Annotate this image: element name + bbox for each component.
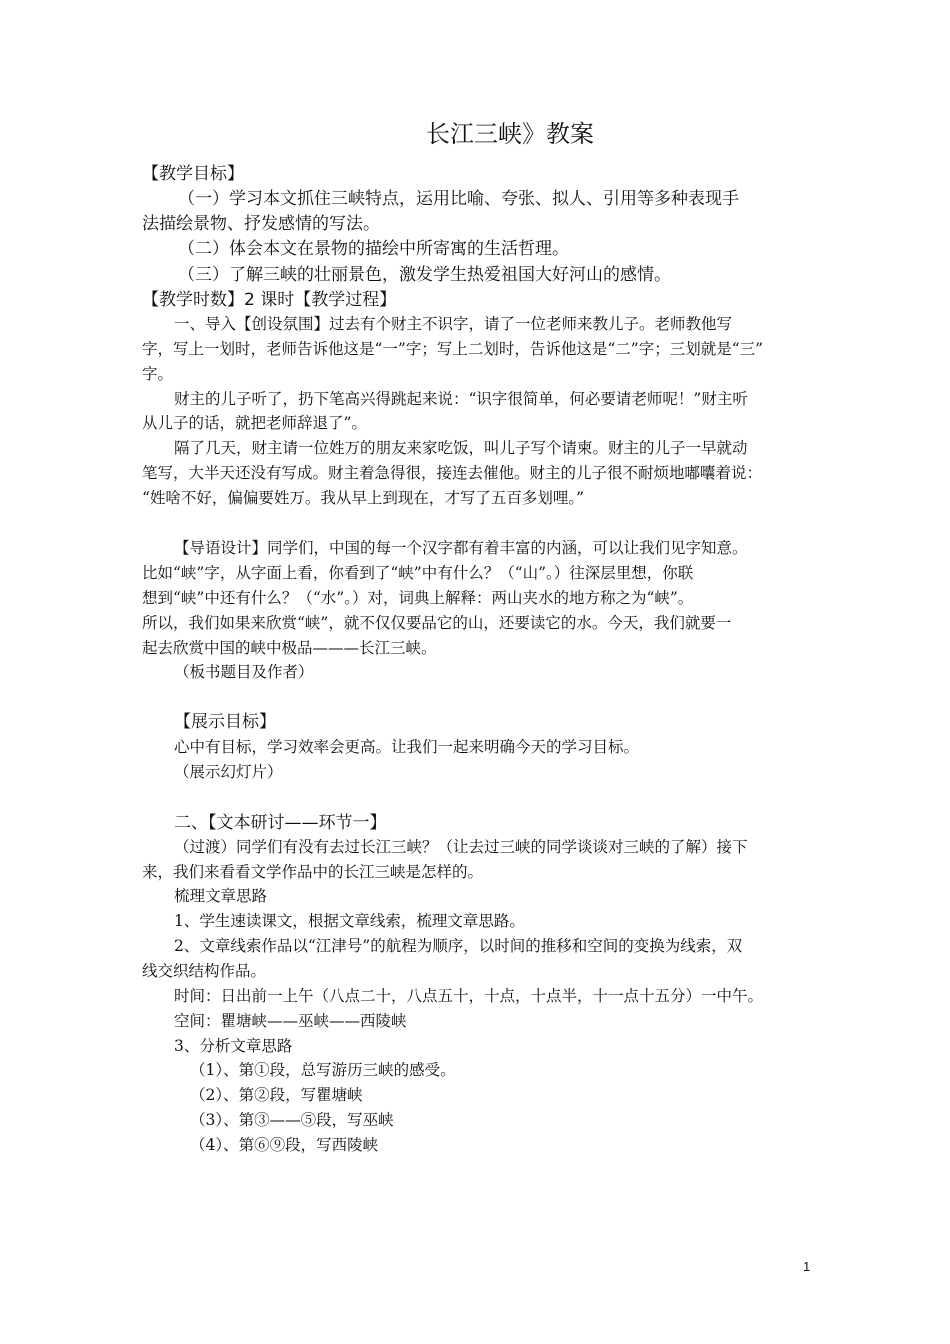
paragraph-line: （板书题目及作者） [174,663,314,681]
paragraph-line: 字，写上一划时，老师告诉他这是“一”字；写上二划时，告诉他这是“二”字；三划就是“三” [142,340,764,358]
paragraph-line: 时间：日出前一上午（八点二十，八点五十，十点，十点半，十一点十五分）一中午。 [174,987,764,1005]
paragraph-line: 一、导入【创设氛围】过去有个财主不识字，请了一位老师来教儿子。老师教他写 [174,315,733,333]
objective-1-cont: 法描绘景物、抒发感情的写法。 [142,214,380,234]
paragraph-line: （展示幻灯片） [174,763,283,781]
paragraph-line: “姓啥不好，偏偏要姓万。我从早上到现在，才写了五百多划哩。” [142,489,585,507]
list-item: 3、分析文章思路 [174,1037,293,1055]
section-heading-text-study: 二、【文本研讨——环节一】 [174,813,387,833]
list-item: （3）、第③——⑤段，写巫峡 [190,1111,394,1129]
objective-3: （三）了解三峡的壮丽景色，激发学生热爱祖国大好河山的感情。 [178,265,671,285]
paragraph-line: 财主的儿子听了，扔下笔高兴得跳起来说：“识字很简单，何必要请老师呢！”财主听 [174,390,748,408]
list-item: 2、文章线索作品以“江津号”的航程为顺序，以时间的推移和空间的变换为线索，双 [174,937,743,955]
paragraph-line: 线交织结构作品。 [142,962,267,980]
list-item: （2）、第②段，写瞿塘峡 [190,1086,363,1104]
paragraph-line: 字。 [142,365,174,383]
paragraph-line: 空间：瞿塘峡——巫峡——西陵峡 [174,1012,407,1030]
paragraph-line: 来，我们来看看文学作品中的长江三峡是怎样的。 [142,863,484,881]
paragraph-line: 隔了几天，财主请一位姓万的朋友来家吃饭，叫儿子写个请柬。财主的儿子一早就动 [174,439,748,457]
list-item: 1、学生速读课文，根据文章线索，梳理文章思路。 [174,912,525,930]
paragraph-line: 从儿子的话，就把老师辞退了”。 [142,414,367,432]
paragraph-line: 所以，我们如果来欣赏“峡”，就不仅仅要品它的山，还要读它的水。今天，我们就要一 [142,614,732,632]
paragraph-line: 笔写，大半天还没有写成。财主着急得很，接连去催他。财主的儿子很不耐烦地嘟囔着说： [142,464,763,482]
page-title: 长江三峡》教案 [426,120,594,148]
paragraph-line: （过渡）同学们有没有去过长江三峡？（让去过三峡的同学谈谈对三峡的了解）接下 [174,838,748,856]
paragraph-line: 起去欣赏中国的峡中极品———长江三峡。 [142,639,437,657]
list-item: （1）、第①段，总写游历三峡的感受。 [190,1061,456,1079]
section-heading-hours: 【教学时数】2 课时【教学过程】 [142,290,397,310]
objective-1: （一）学习本文抓住三峡特点，运用比喻、夸张、拟人、引用等多种表现手 [178,189,739,209]
paragraph-line: 【导语设计】同学们，中国的每一个汉字都有着丰富的内涵，可以让我们见字知意。 [174,539,748,557]
objective-2: （二）体会本文在景物的描绘中所寄寓的生活哲理。 [178,239,569,259]
section-heading-objectives: 【教学目标】 [142,164,244,184]
section-heading-show-goals: 【展示目标】 [174,712,276,732]
paragraph-line: 想到“峡”中还有什么？（“水”。）对，词典上解释：两山夹水的地方称之为“峡”。 [142,589,694,607]
page-number: 1 [803,1259,811,1274]
paragraph-line: 梳理文章思路 [174,887,268,905]
list-item: （4）、第⑥⑨段，写西陵峡 [190,1136,379,1154]
paragraph-line: 心中有目标，学习效率会更高。让我们一起来明确今天的学习目标。 [174,738,640,756]
paragraph-line: 比如“峡”字，从字面上看，你看到了“峡”中有什么？（“山”。）往深层里想，你联 [142,564,694,582]
